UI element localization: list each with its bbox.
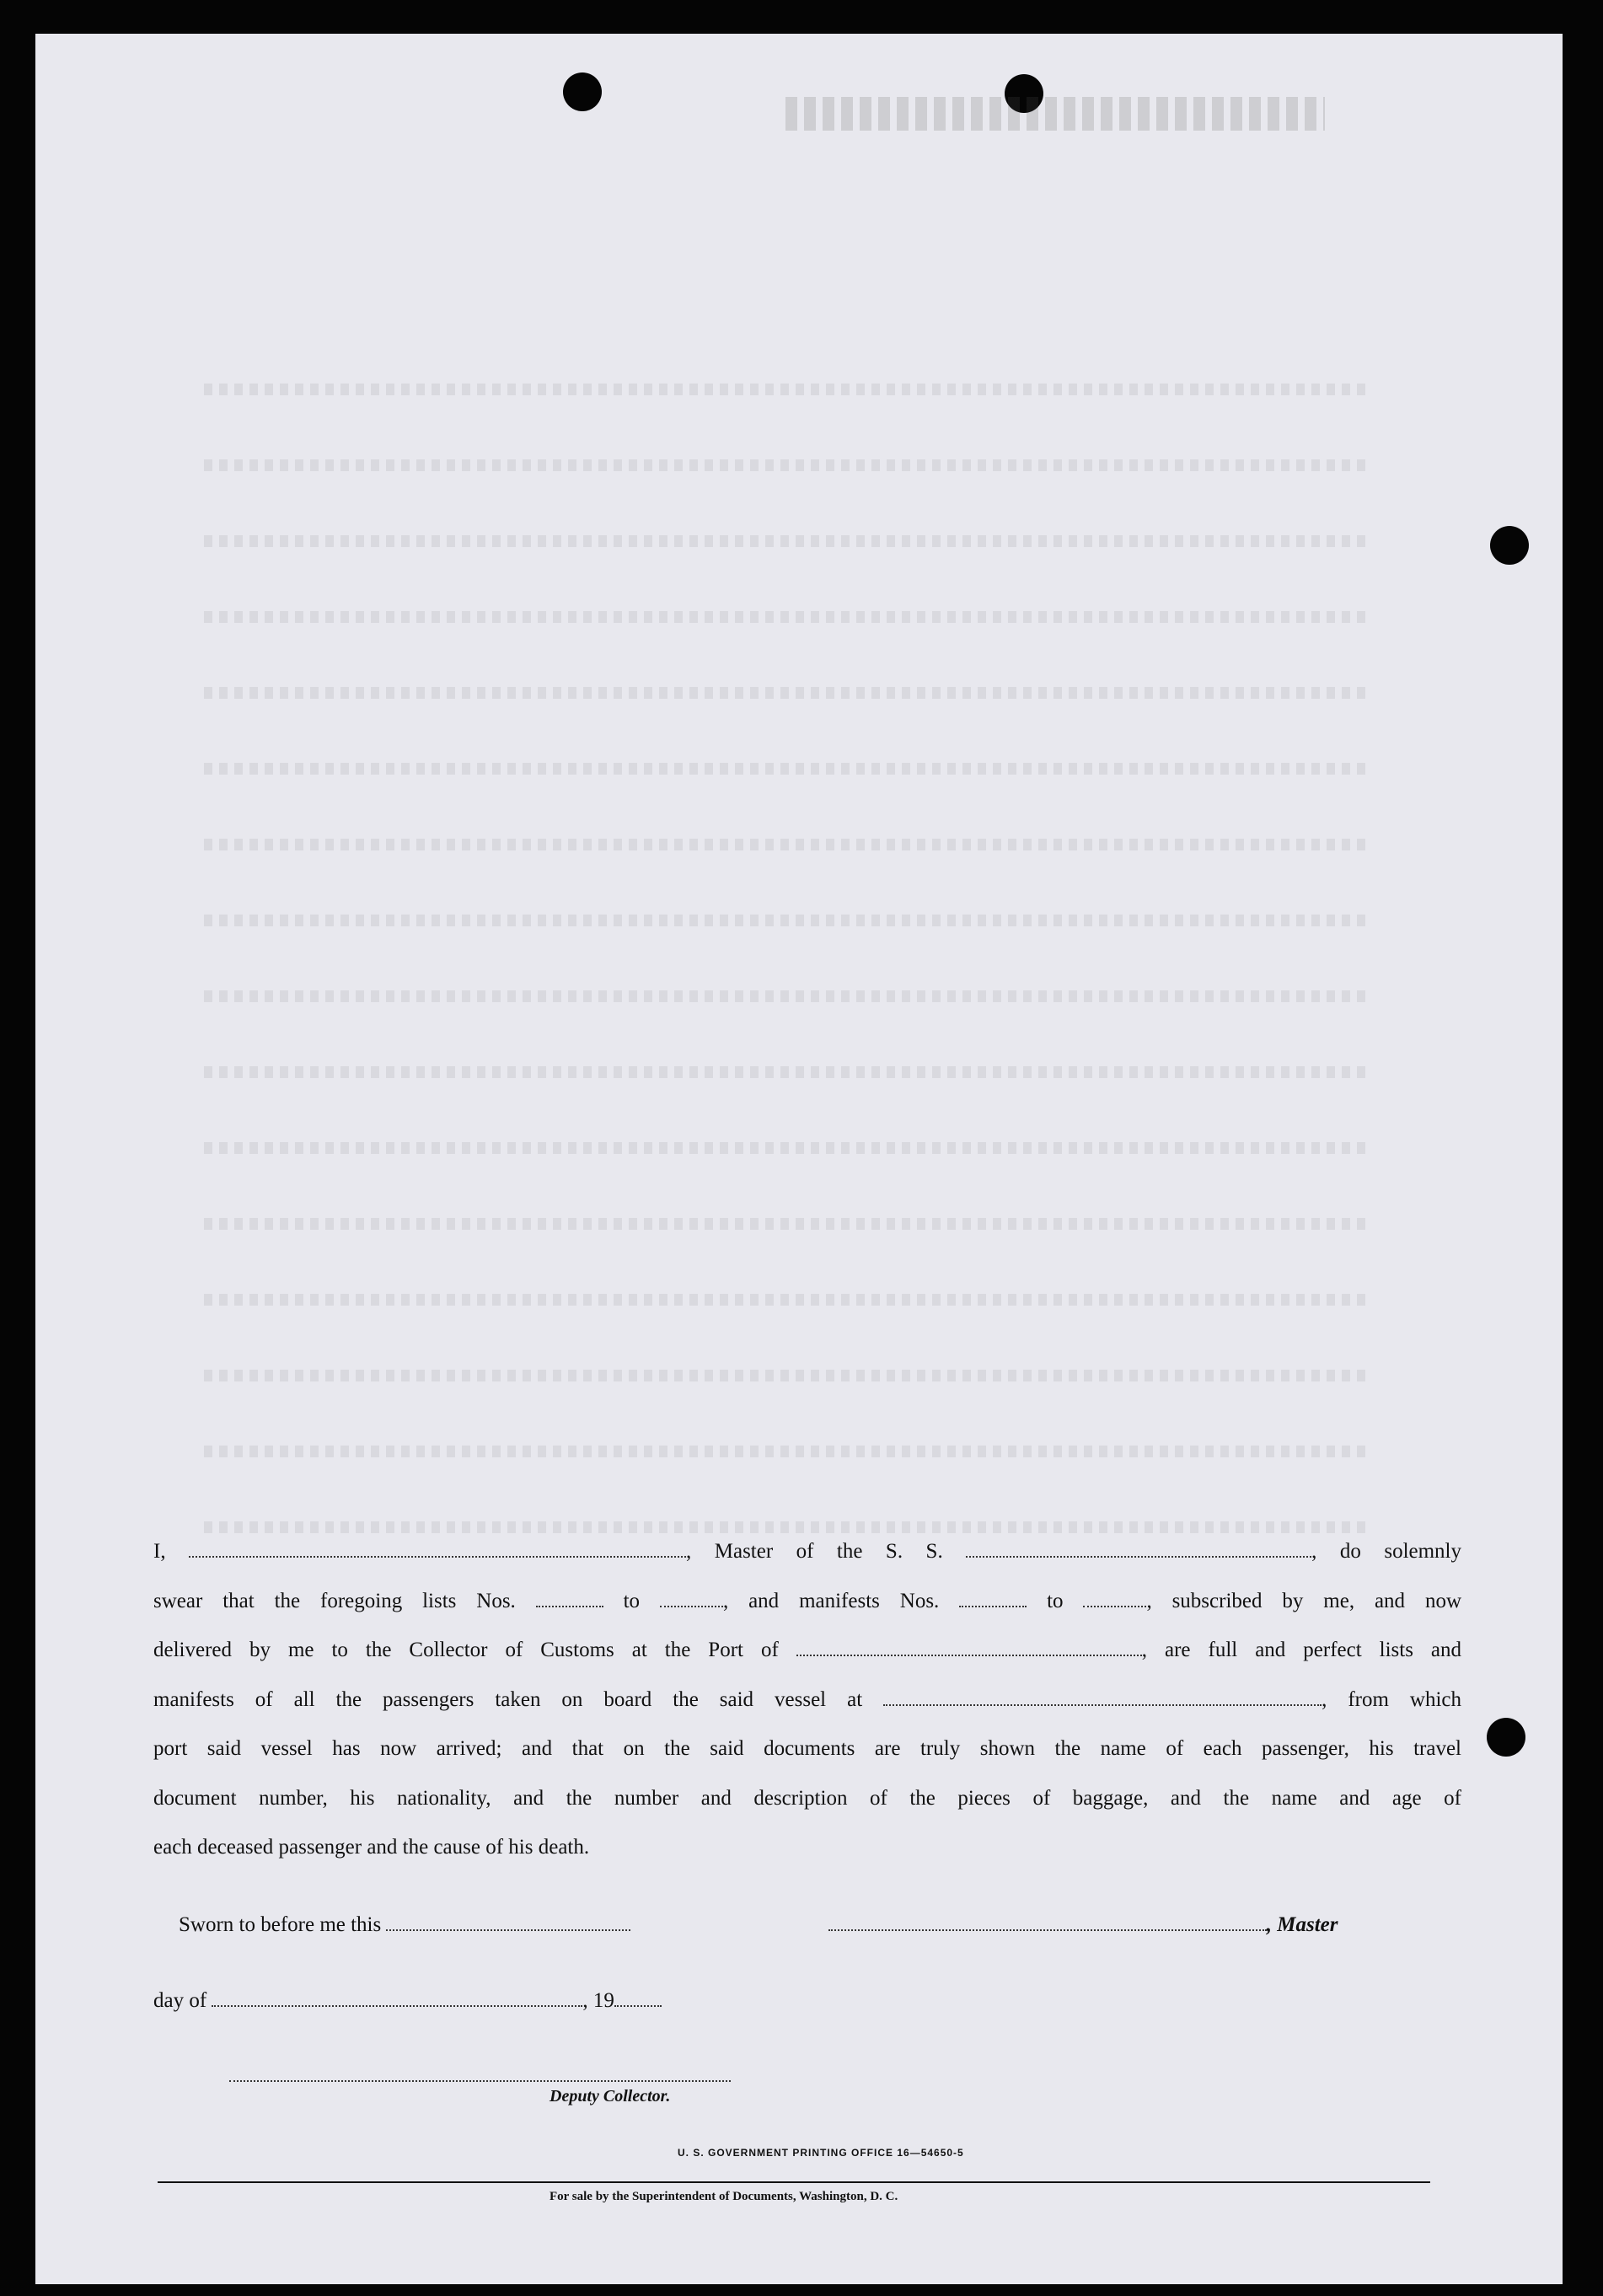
punch-hole <box>1490 526 1529 565</box>
oath-text: , are full and perfect lists and <box>1141 1639 1462 1661</box>
oath-line <box>153 1626 1461 1676</box>
oath-paragraph <box>153 1527 1461 1873</box>
list-from-blank <box>536 1591 603 1607</box>
oath-text: , subscribed by me, and now <box>1146 1589 1462 1612</box>
vessel-name-blank <box>966 1541 1311 1558</box>
punch-hole <box>563 72 602 111</box>
oath-text: I, <box>153 1540 166 1563</box>
bleed-through-row <box>204 535 1367 547</box>
bleed-through-row <box>204 1370 1367 1381</box>
oath-text: , and manifests Nos. <box>722 1589 940 1612</box>
bleed-through-row <box>204 611 1367 623</box>
port-of-arrival-blank <box>796 1639 1142 1656</box>
master-label: , Master <box>1266 1913 1338 1936</box>
deputy-collector-label: Deputy Collector. <box>550 2087 671 2106</box>
oath-line <box>153 1577 1461 1627</box>
bleed-through-row <box>204 839 1367 850</box>
list-to-blank <box>660 1591 723 1607</box>
year-prefix: , 19 <box>582 1989 614 2012</box>
bleed-through-row <box>204 915 1367 926</box>
bleed-through-row <box>204 1218 1367 1230</box>
port-of-departure-blank <box>883 1689 1322 1706</box>
day-of-line <box>153 1984 662 2018</box>
oath-text: , do solemnly <box>1311 1540 1462 1563</box>
form-sheet <box>35 34 1563 2284</box>
oath-text: to <box>623 1589 641 1612</box>
oath-text: to <box>1047 1589 1064 1612</box>
footer-rule <box>158 2181 1430 2183</box>
bleed-through-row <box>204 1142 1367 1154</box>
oath-line: port said vessel has now arrived; and that on the said documents are truly shown the name of each passenger, his travel <box>153 1737 1461 1760</box>
manifest-from-blank <box>959 1591 1027 1607</box>
oath-text: swear that the foregoing lists Nos. <box>153 1589 516 1612</box>
oath-line <box>153 1676 1461 1725</box>
oath-text: , Master of the S. S. <box>686 1540 943 1563</box>
bleed-through-row <box>204 459 1367 471</box>
oath-line: each deceased passenger and the cause of his death. <box>153 1836 590 1859</box>
manifest-to-blank <box>1083 1591 1146 1607</box>
oath-line: document number, his nationality, and the number and description of the pieces of baggage, and the name and age of <box>153 1786 1461 1810</box>
bleed-through-row <box>204 1446 1367 1457</box>
oath-text: manifests of all the passengers taken on board the said vessel at <box>153 1687 863 1711</box>
sworn-label: Sworn to before me this <box>179 1913 382 1936</box>
sworn-date-blank <box>386 1914 630 1931</box>
oath-text: delivered by me to the Collector of Customs at the Port of <box>153 1639 779 1661</box>
printing-office-imprint: U. S. GOVERNMENT PRINTING OFFICE 16—54650-5 <box>678 2147 964 2159</box>
day-of-label: day of <box>153 1989 207 2012</box>
sale-notice: For sale by the Superintendent of Documents, Washington, D. C. <box>550 2190 898 2203</box>
punch-hole <box>1487 1718 1525 1757</box>
deputy-signature-line <box>229 2080 731 2082</box>
bleed-through-row <box>204 384 1367 395</box>
bleed-through-row <box>204 763 1367 775</box>
month-blank <box>212 1990 582 2007</box>
bleed-through-row <box>204 1066 1367 1078</box>
sworn-line <box>153 1908 1461 1942</box>
oath-text: , from which <box>1322 1687 1461 1711</box>
bleed-through-row <box>204 1294 1367 1306</box>
bleed-through-row <box>204 687 1367 699</box>
master-signature-blank <box>828 1914 1267 1931</box>
oath-line <box>153 1527 1461 1577</box>
master-name-blank <box>189 1541 686 1558</box>
year-blank <box>614 1990 662 2007</box>
bleed-through-row <box>204 990 1367 1002</box>
bleed-through-header <box>785 97 1325 131</box>
